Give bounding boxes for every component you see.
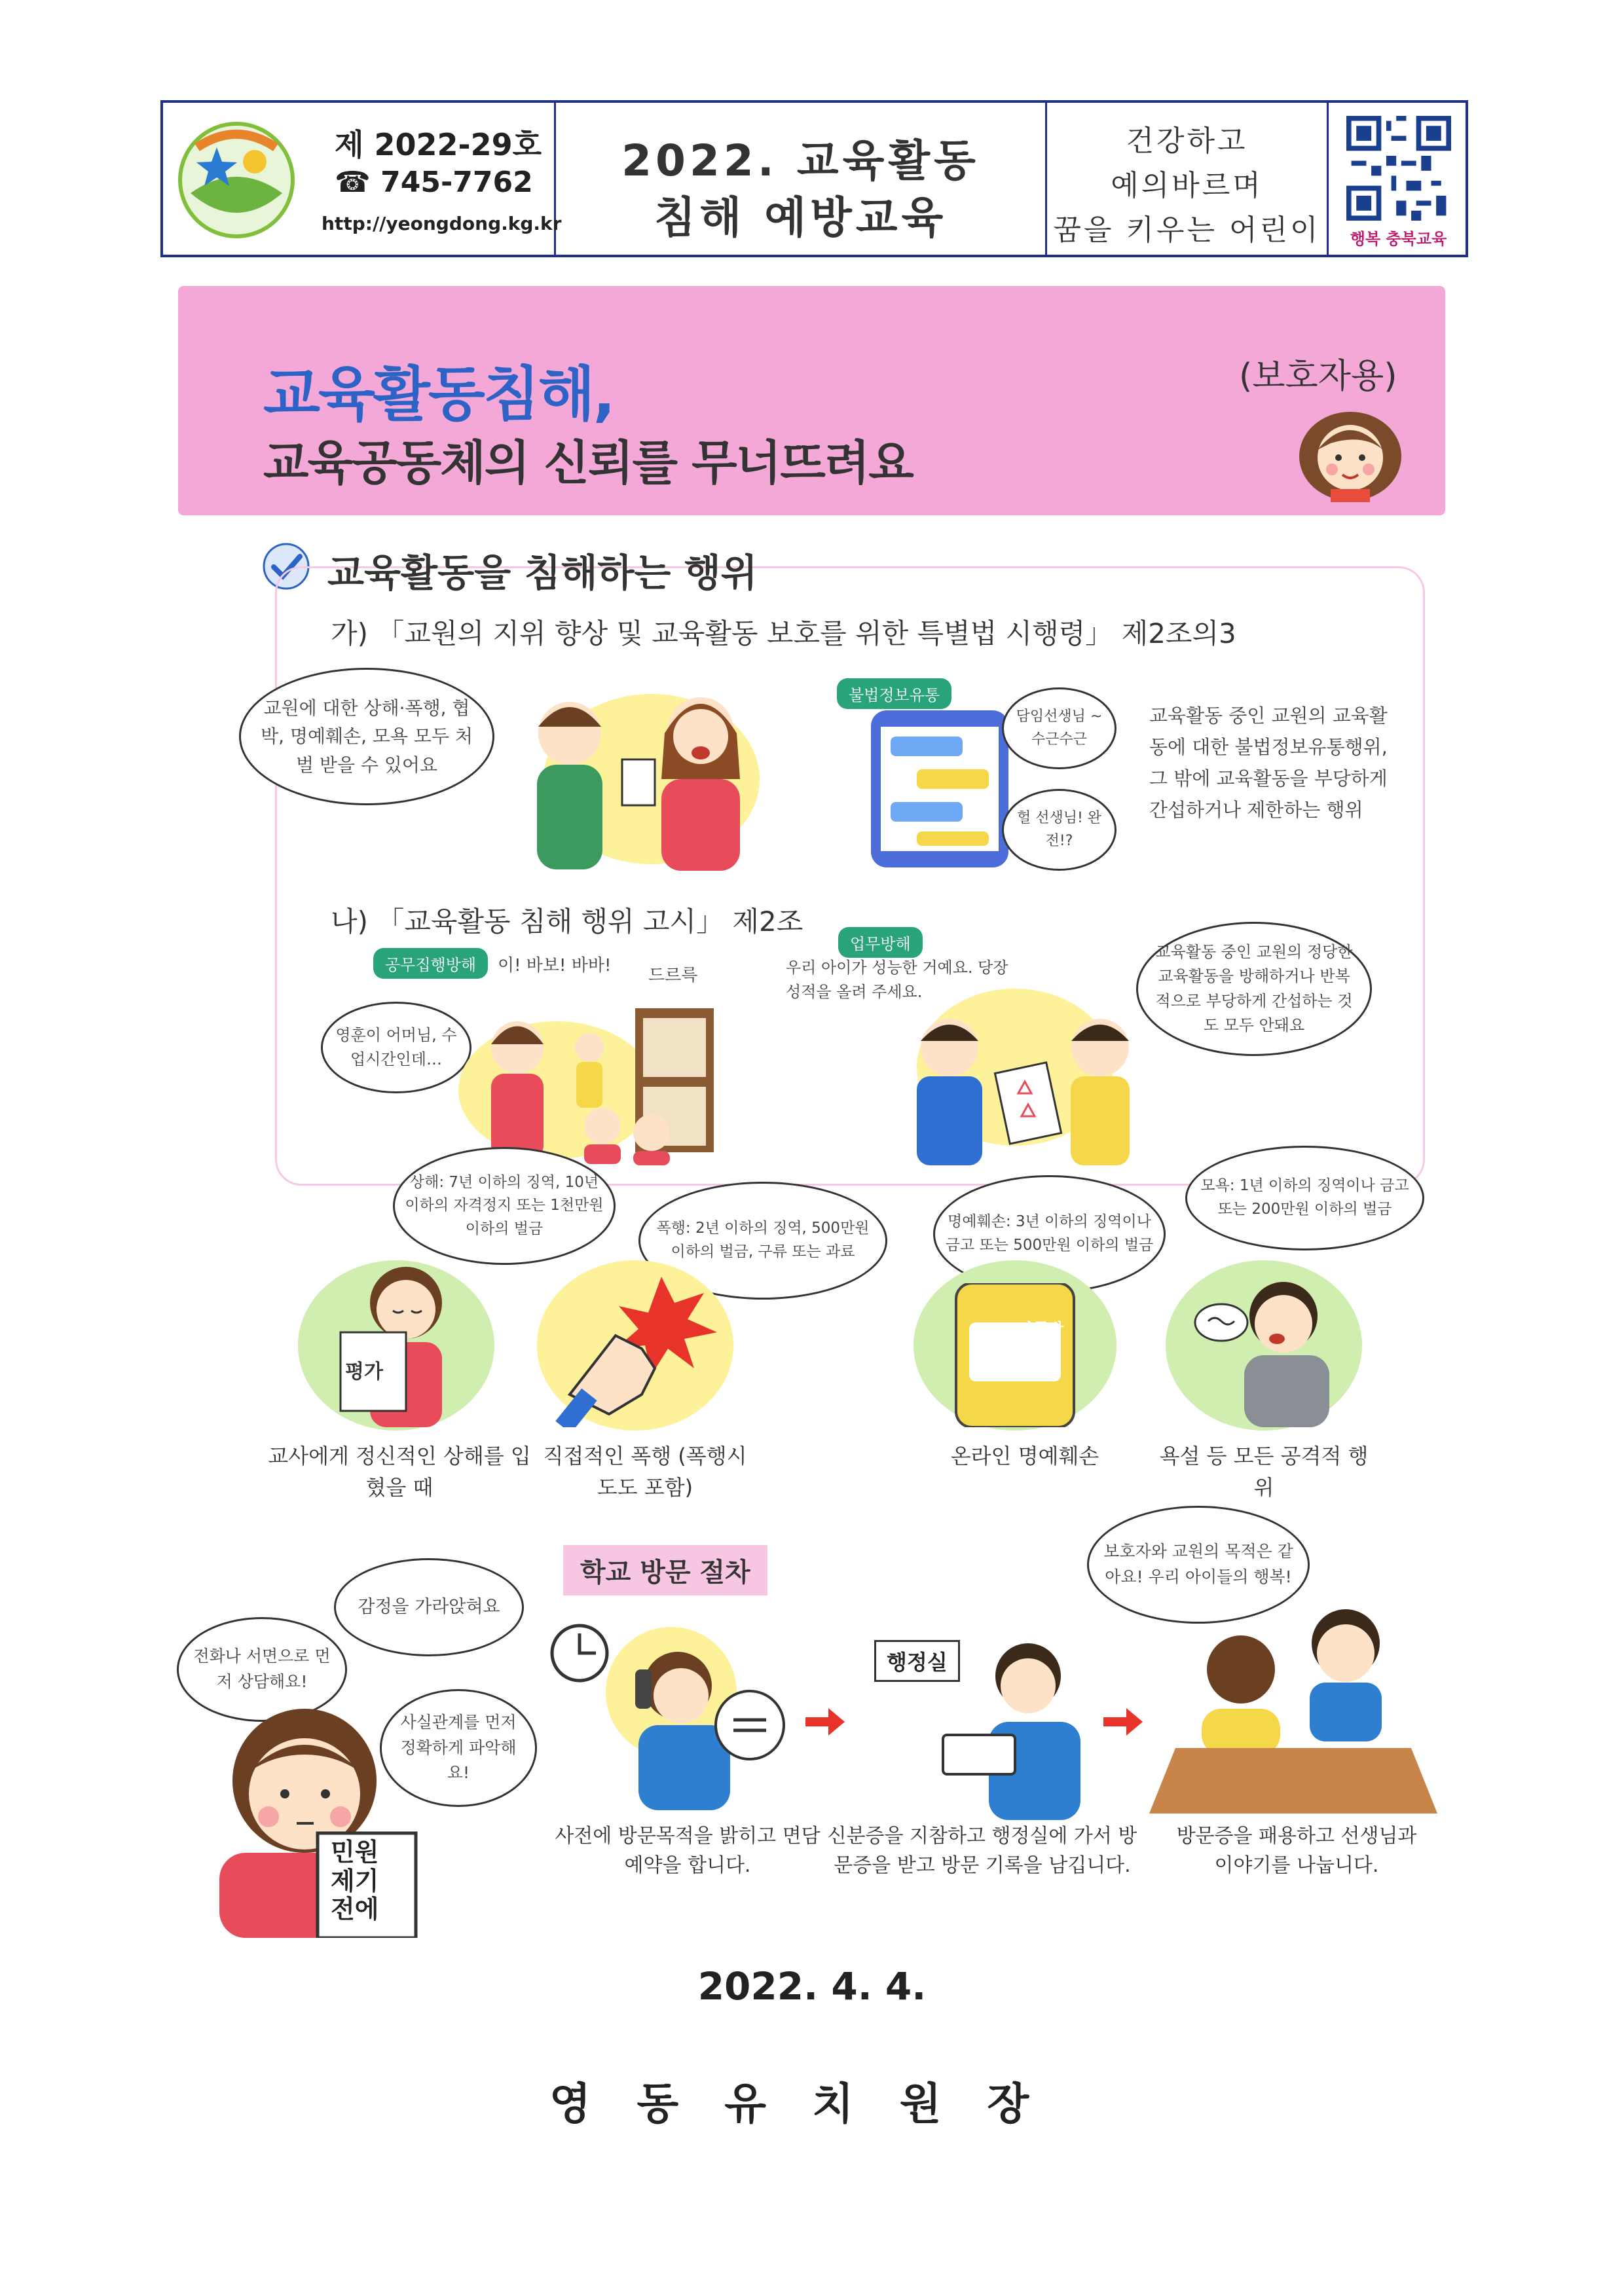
kindergarten-logo — [177, 121, 295, 239]
header-info-cell — [163, 103, 562, 255]
visit-step-3: 방문증을 패용하고 선생님과 이야기를 나눕니다. — [1176, 1825, 1417, 1877]
visit-procedure-title: 학교 방문 절차 — [563, 1545, 767, 1595]
classroom-disruption-illustration — [471, 982, 779, 1165]
office-sign: 행정실 — [874, 1640, 960, 1682]
phone-number: ☎ 745-7762 — [335, 166, 533, 199]
section-heading: 교육활동을 침해하는 행위 — [327, 551, 758, 595]
parent-teacher-argue-illustration — [897, 1002, 1159, 1165]
motto-line1: 건강하고 — [1126, 124, 1248, 158]
section-box — [275, 566, 1425, 1186]
visit-step-2: 신분증을 지참하고 행정실에 가서 방문증을 받고 방문 기록을 남깁니다. — [827, 1825, 1137, 1877]
speech-bubble-b2: 교육활동 중인 교원의 정당한 교육활동을 방해하거나 반복적으로 부당하게 간섭하는 것도 모두 안돼요 — [1136, 922, 1372, 1056]
issue-number: 제 2022-29호 — [335, 127, 542, 162]
qr-code-icon[interactable] — [1338, 116, 1460, 221]
audience-tag: (보호자용) — [1239, 357, 1397, 396]
header-table — [160, 100, 1468, 257]
title-banner — [178, 286, 1445, 515]
desc-illegal-info: 교육활동 중인 교원의 교육활동에 대한 불법정보유통행위, 그 밖에 교육활동을 부당하게 간섭하거나 제한하는 행위 — [1149, 704, 1388, 821]
fist-punch-icon — [550, 1264, 733, 1427]
penalty-caption-2: 직접적인 폭행 (폭행시도도 포함) — [543, 1444, 747, 1500]
qr-caption: 행복 충북교육 — [1350, 230, 1447, 248]
header-title-cell — [556, 103, 1047, 255]
penalty-caption-3: 온라인 명예훼손 — [950, 1444, 1099, 1468]
meeting-illustration — [1149, 1597, 1437, 1813]
document-title-line2: 침해 예방교육 — [654, 192, 948, 243]
penalty-caption-1: 교사에게 정신적인 상해를 입혔을 때 — [268, 1444, 531, 1500]
parent-face-icon — [1291, 397, 1409, 502]
speech-bubble-facts: 사실관계를 먼저 정확하게 파악해요! — [380, 1689, 537, 1807]
speech-bubble-phone-first: 전화나 서면으로 먼저 상담해요! — [177, 1617, 347, 1722]
penalty-bubble-4: 모욕: 1년 이하의 징역이나 금고 또는 200만원 이하의 벌금 — [1185, 1146, 1424, 1250]
sns-phone-icon — [943, 1283, 1087, 1427]
speech-bubble-common-goal: 보호자와 교원의 목적은 같아요! 우리 아이들의 행복! — [1087, 1506, 1310, 1624]
penalty-bubble-1: 상해: 7년 이하의 징역, 10년 이하의 자격정지 또는 1천만원 이하의 벌금 — [393, 1147, 616, 1265]
smartphone-chat-icon — [864, 707, 1022, 871]
penalty-bubble-2: 폭행: 2년 이하의 징역, 500만원 이하의 벌금, 구류 또는 과료 — [638, 1182, 887, 1300]
website-url[interactable]: http://yeongdong.kg.kr — [322, 213, 562, 234]
speech-bubble-a2-top: 담임선생님 ~ 수근수근 — [1002, 687, 1116, 769]
speech-bubble-calm: 감정을 가라앉혀요 — [334, 1558, 524, 1656]
law-a-heading: 가) 「교원의 지위 향상 및 교육활동 보호를 위한 특별법 시행령」 제2조의3 — [331, 617, 1236, 649]
teacher-parent-illustration — [504, 681, 779, 871]
banner-title-line2: 교육공동체의 신뢰를 무너뜨려요 — [263, 435, 913, 490]
document-title-line1: 2022. 교육활동 — [621, 136, 980, 186]
crying-teacher-illustration — [334, 1250, 478, 1427]
issue-date: 2022. 4. 4. — [697, 1964, 927, 2009]
tag-illegal-info: 불법정보유통 — [837, 678, 951, 709]
banner-title-line1: 교육활동침해, — [263, 360, 614, 429]
desc-business-interference: 우리 아이가 성능한 거예요. 당장 성적을 올려 주세요. — [786, 958, 1008, 1002]
motto-line3: 꿈을 키우는 어린이 — [1053, 213, 1321, 247]
sign-text: 민원 제기 전에 — [331, 1838, 379, 1924]
evaluation-card: 평가 — [345, 1360, 383, 1383]
sns-label: SNS 단톡방 — [977, 1320, 1064, 1338]
header-qr-cell — [1329, 103, 1468, 255]
penalty-bubble-3: 명예훼손: 3년 이하의 징역이나 금고 또는 500만원 이하의 벌금 — [933, 1175, 1166, 1293]
tag-obstruction: 공무집행방해 — [373, 948, 488, 979]
issuer-name: 영동유치원장 — [549, 2079, 1075, 2129]
header-motto-cell — [1047, 103, 1329, 255]
speech-ellipsis-icon — [710, 1686, 789, 1764]
arrow-right-icon — [805, 1705, 845, 1738]
speech-bubble-b1: 영훈이 어머님, 수업시간인데… — [321, 1002, 471, 1093]
tag-business-interference: 업무방해 — [838, 927, 923, 958]
speech-bubble-a1: 교원에 대한 상해·폭행, 협박, 명예훼손, 모욕 모두 처벌 받을 수 있어요 — [239, 668, 494, 805]
speech-bubble-a2-bottom: 헐 선생님! 완전!? — [1002, 789, 1116, 871]
id-card-illustration — [930, 1630, 1094, 1820]
visit-step-1: 사전에 방문목적을 밝히고 면담 예약을 합니다. — [555, 1825, 821, 1877]
exclaim-text: 이! 바보! 바바! — [498, 956, 612, 975]
motto-line2: 예의바르며 — [1111, 169, 1263, 202]
arrow-right-icon — [1103, 1705, 1143, 1738]
penalty-caption-4: 욕설 등 모든 공격적 행위 — [1159, 1444, 1369, 1500]
sound-text: 드르륵 — [648, 966, 698, 985]
law-b-heading: 나) 「교육활동 침해 행위 고시」 제2조 — [331, 905, 803, 938]
angry-man-illustration — [1192, 1270, 1349, 1427]
